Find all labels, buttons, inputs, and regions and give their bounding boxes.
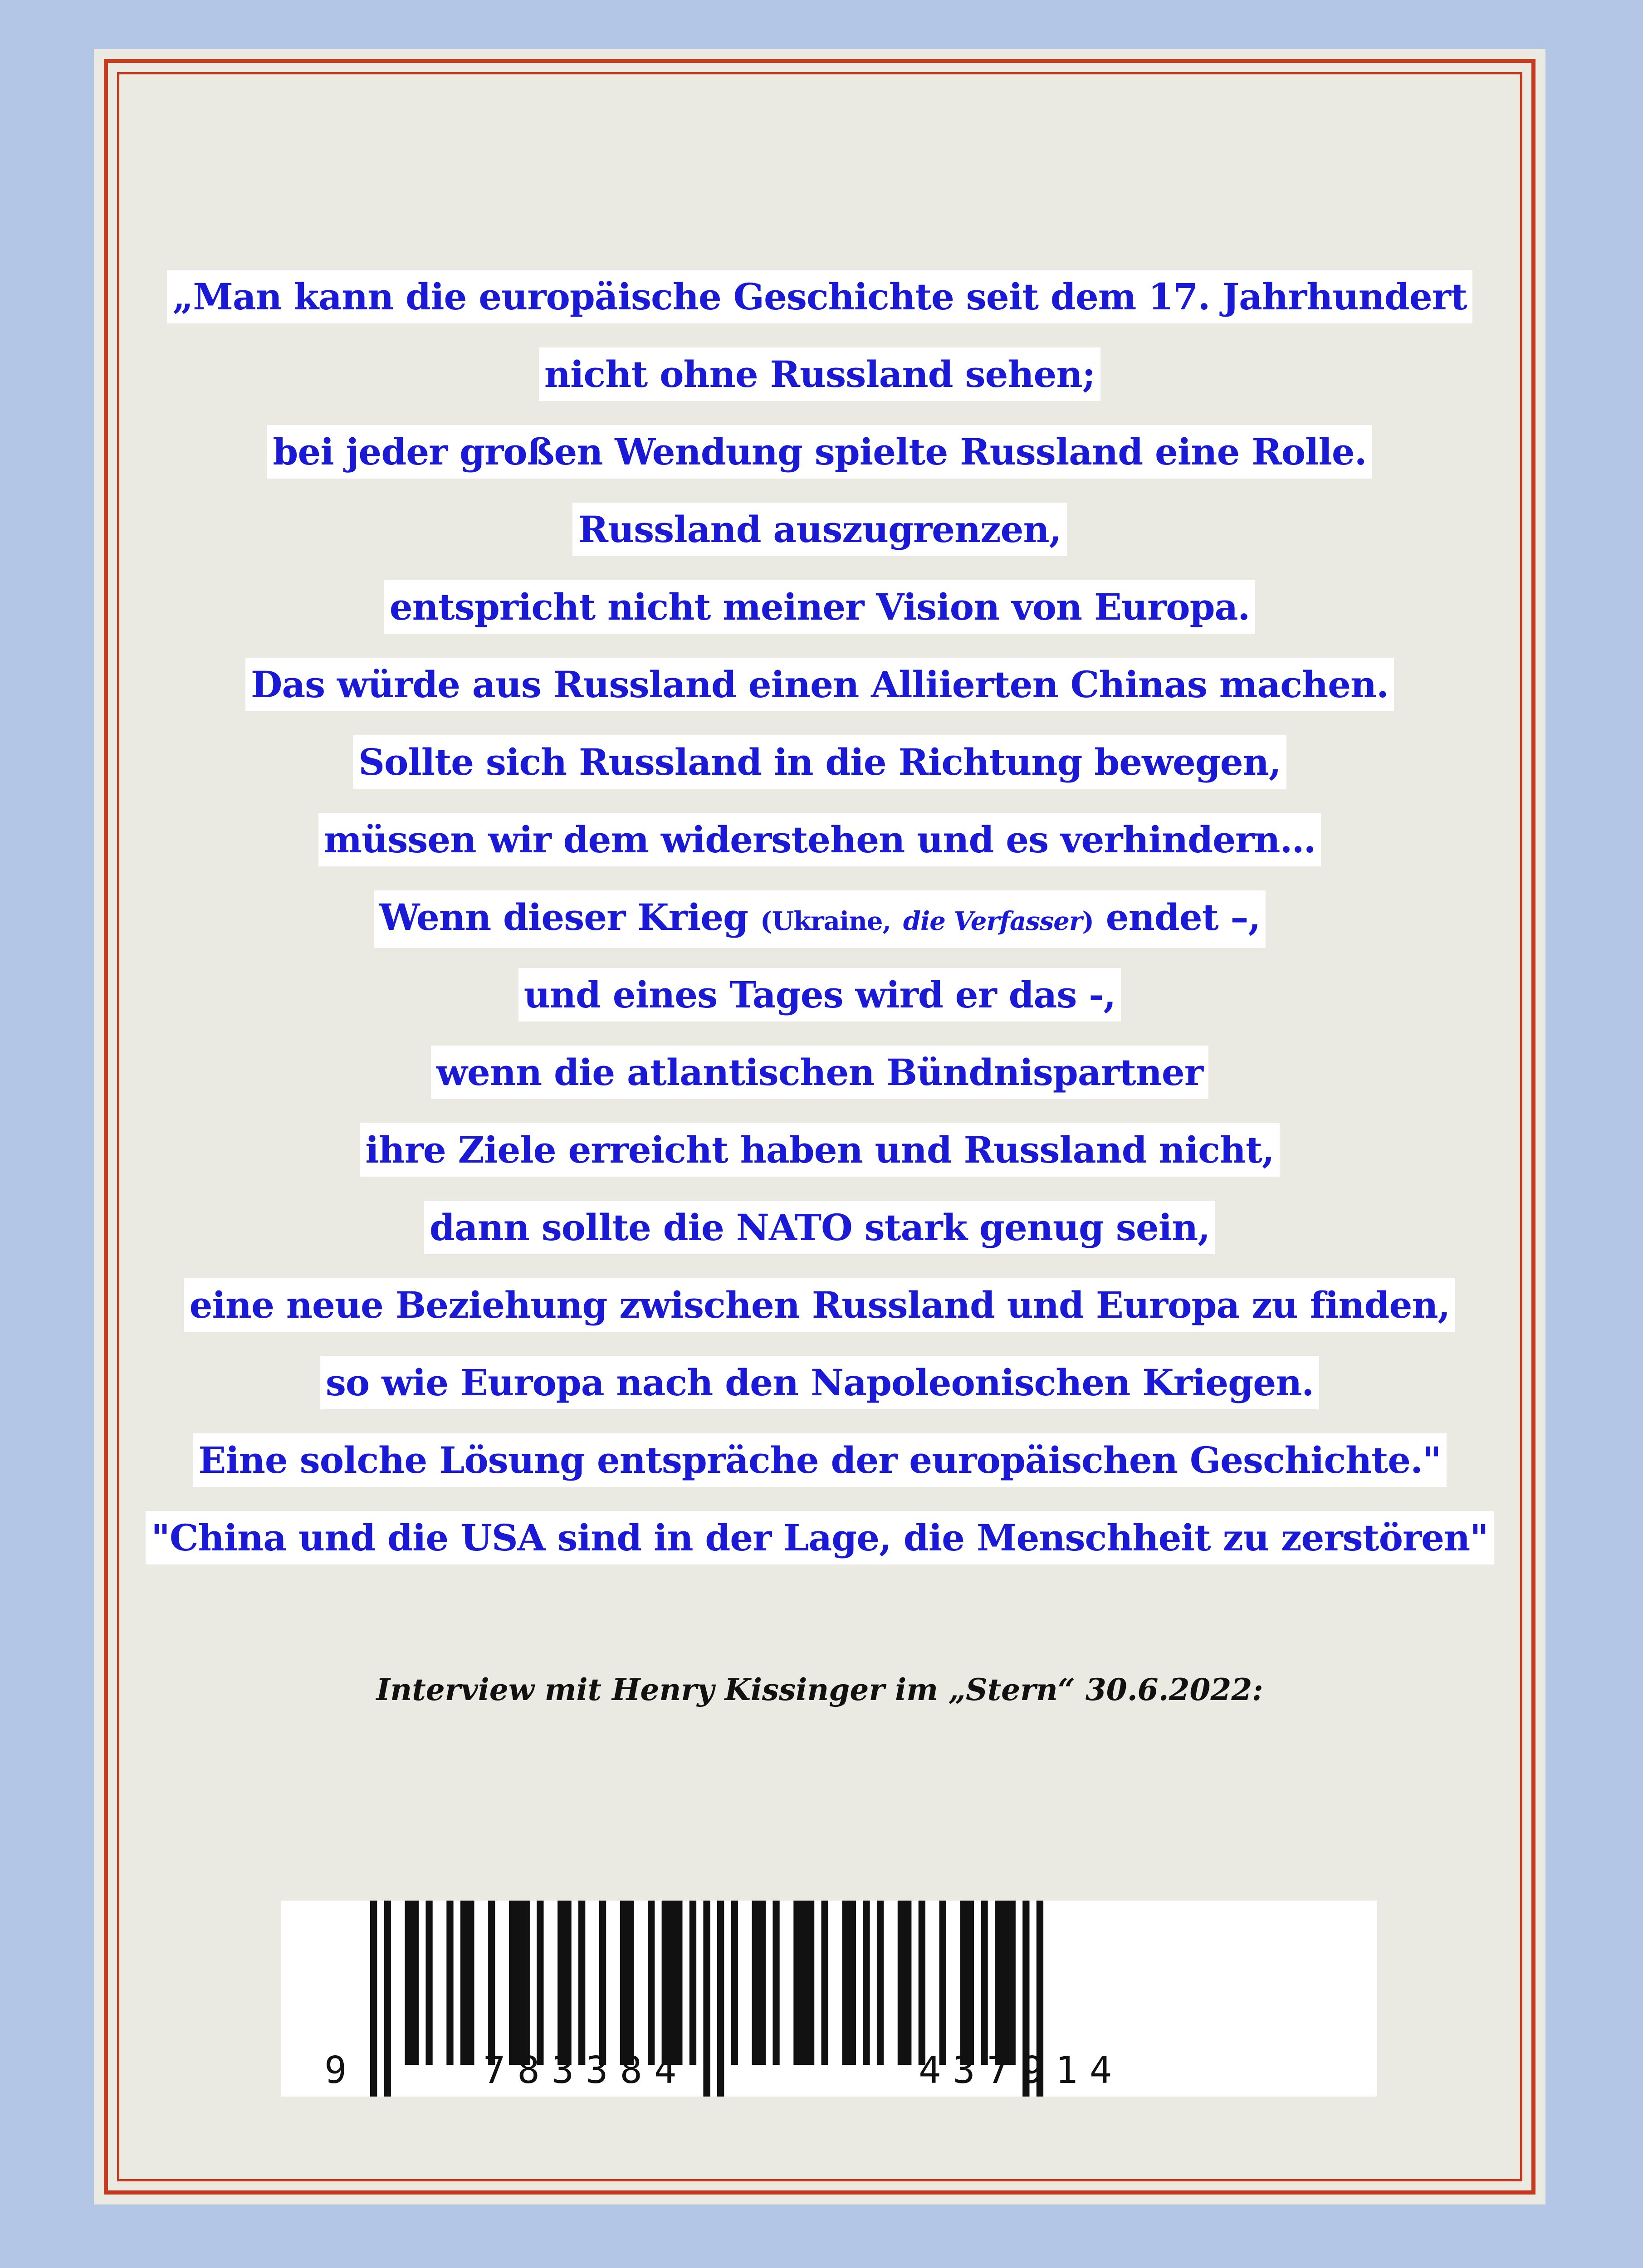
quote-line-mixed [374,890,1266,948]
barcode-bar [877,1901,884,2065]
barcode-bar [662,1901,683,2065]
barcode-bar [460,1901,474,2065]
barcode-digits-left: 783384 [483,2049,689,2092]
barcode-bar [689,1901,696,2065]
quote-line: Das würde aus Russland einen Alliierten Chinas machen. [245,658,1394,711]
barcode-bar [703,1901,710,2097]
quote-line: Russland auszugrenzen, [572,503,1066,556]
barcode-bar [446,1901,453,2065]
quote-line: Sollte sich Russland in die Richtung bewegen, [353,735,1286,789]
barcode-digit-first: 9 [324,2049,359,2092]
barcode-digits-right: 437914 [919,2049,1124,2092]
barcode-bar [599,1901,606,2065]
quote-line: bei jeder großen Wendung spielte Russland eine Rolle. [267,425,1372,479]
quote-line: und eines Tages wird er das -, [518,968,1121,1022]
quote-line: "China und die USA sind in der Lage, die Menschheit zu zerstören" [146,1511,1494,1564]
barcode-bar [648,1901,655,2065]
quote-line: eine neue Beziehung zwischen Russland und Europa zu finden, [184,1278,1456,1332]
barcode-bar [425,1901,432,2065]
barcode-bar [960,1901,974,2065]
quote-line: entspricht nicht meiner Vision von Europa. [384,580,1255,634]
back-cover [94,49,1545,2204]
barcode-bar [898,1901,912,2065]
quote-fragment: endet –, [1105,896,1261,938]
barcode-bar [939,1901,946,2065]
barcode-bar [773,1901,779,2065]
quote-line: dann sollte die NATO stark genug sein, [424,1201,1215,1254]
barcode-bar [405,1901,419,2065]
quote-fragment-small: ) [1082,906,1094,936]
quote-line: so wie Europa nach den Napoleonischen Kriegen. [320,1356,1319,1409]
barcode-bar [620,1901,634,2065]
quote-line: „Man kann die europäische Geschichte seit dem 17. Jahrhundert [167,270,1472,323]
kissinger-quote [94,270,1545,1589]
quote-fragment-small: (Ukraine, [760,906,891,936]
quote-fragment-italic: die Verfasser [903,906,1082,936]
quote-line: wenn die atlantischen Bündnispartner [431,1046,1208,1099]
barcode-bar [822,1901,828,2065]
quote-source: Interview mit Henry Kissinger im „Stern“ 30.6.2022: [376,1672,1263,1707]
barcode-bar [995,1901,1016,2065]
barcode-bars [281,1901,1377,2097]
quote-line: nicht ohne Russland sehen; [539,347,1100,401]
barcode-bar [509,1901,530,2065]
barcode-bar [717,1901,724,2097]
isbn-barcode [281,1901,1377,2097]
barcode-bar [731,1901,738,2065]
quote-fragment: Wenn dieser Krieg [379,896,748,938]
barcode-bar [752,1901,766,2065]
barcode-bar [488,1901,495,2065]
barcode-bar [537,1901,543,2065]
barcode-bar [981,1901,988,2065]
barcode-bar [842,1901,856,2065]
barcode-bar [557,1901,572,2065]
barcode-bar [863,1901,870,2065]
quote-line: Eine solche Lösung entspräche der europäischen Geschichte." [193,1433,1446,1487]
barcode-bar [578,1901,585,2065]
barcode-bar [793,1901,814,2065]
quote-line: müssen wir dem widerstehen und es verhindern… [318,813,1321,866]
barcode-bar [370,1901,377,2097]
barcode-bar [919,1901,925,2065]
barcode-bar [384,1901,391,2097]
quote-line: ihre Ziele erreicht haben und Russland nicht, [360,1123,1280,1177]
